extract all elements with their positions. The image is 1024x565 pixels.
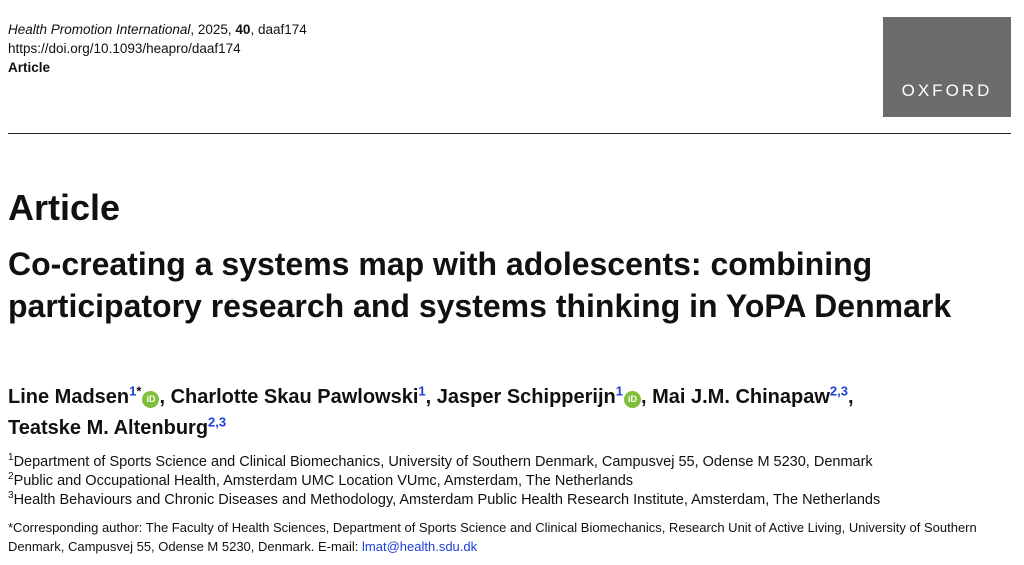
journal-article-id: , daaf174 bbox=[250, 22, 307, 37]
article-meta bbox=[8, 20, 307, 77]
author-affil-sup[interactable]: 2,3 bbox=[829, 383, 848, 399]
author-name: Line Madsen bbox=[8, 386, 130, 408]
article-title: Co-creating a systems map with adolescents: combining participatory research and systems thinking in YoPA Denmark bbox=[8, 246, 952, 324]
affiliation-list bbox=[8, 453, 880, 510]
author-name: Teatske M. Altenburg bbox=[8, 417, 209, 439]
author-list bbox=[8, 382, 1008, 444]
author-separator: , bbox=[640, 386, 653, 408]
journal-year: , 2025, bbox=[190, 22, 236, 37]
author-separator: , bbox=[425, 386, 437, 408]
email-link[interactable]: lmat@health.sdu.dk bbox=[362, 539, 478, 554]
author-affil-sup[interactable]: 2,3 bbox=[208, 414, 227, 430]
corresponding-author-note bbox=[8, 518, 1018, 556]
corresponding-marker: * bbox=[136, 383, 142, 399]
author-name: Charlotte Skau Pawlowski bbox=[170, 386, 419, 408]
journal-volume: 40 bbox=[235, 22, 251, 37]
header-divider bbox=[8, 133, 1011, 134]
affiliation-text: Public and Occupational Health, Amsterdam UMC Location VUmc, Amsterdam, The Netherlands bbox=[13, 473, 634, 489]
orcid-icon[interactable]: iD bbox=[624, 391, 641, 408]
author-name: Jasper Schipperijn bbox=[436, 386, 616, 408]
oxford-logo bbox=[883, 17, 1011, 117]
affiliation-item bbox=[8, 491, 880, 510]
corresponding-text: *Corresponding author: The Faculty of Health Sciences, Department of Sports Science and Clinical Biomechanics, Research Unit of Active Living, University of Southern Denmark, Campusvej 55, Odense M 5230, Denmark. E-mail: bbox=[8, 520, 977, 554]
journal-name: Health Promotion International bbox=[8, 22, 191, 37]
orcid-icon[interactable]: iD bbox=[142, 391, 159, 408]
affiliation-text: Department of Sports Science and Clinical Biomechanics, University of Southern Denmark, Campusvej 55, Odense M 5230, Denmark bbox=[13, 454, 873, 470]
article-type-label: Article bbox=[8, 60, 51, 75]
author-separator: , bbox=[159, 386, 171, 408]
affiliation-item bbox=[8, 472, 880, 491]
author-affil-sup[interactable]: 1 bbox=[418, 383, 426, 399]
author-name: Mai J.M. Chinapaw bbox=[652, 386, 830, 408]
section-heading: Article bbox=[8, 187, 121, 228]
author-separator: , bbox=[848, 386, 854, 408]
affiliation-number: 3 bbox=[8, 490, 14, 502]
affiliation-number: 2 bbox=[8, 471, 14, 483]
affiliation-number: 1 bbox=[8, 452, 14, 464]
journal-citation bbox=[8, 20, 307, 39]
affiliation-item bbox=[8, 453, 880, 472]
affiliation-text: Health Behaviours and Chronic Diseases and Methodology, Amsterdam Public Health Research Institute, Amsterdam, The Netherlands bbox=[13, 492, 881, 508]
doi-link[interactable]: https://doi.org/10.1093/heapro/daaf174 bbox=[8, 41, 241, 56]
logo-text: OXFORD bbox=[901, 81, 993, 100]
author-affil-sup[interactable]: 1 bbox=[615, 383, 623, 399]
author-affil-sup[interactable]: 1 bbox=[129, 383, 137, 399]
